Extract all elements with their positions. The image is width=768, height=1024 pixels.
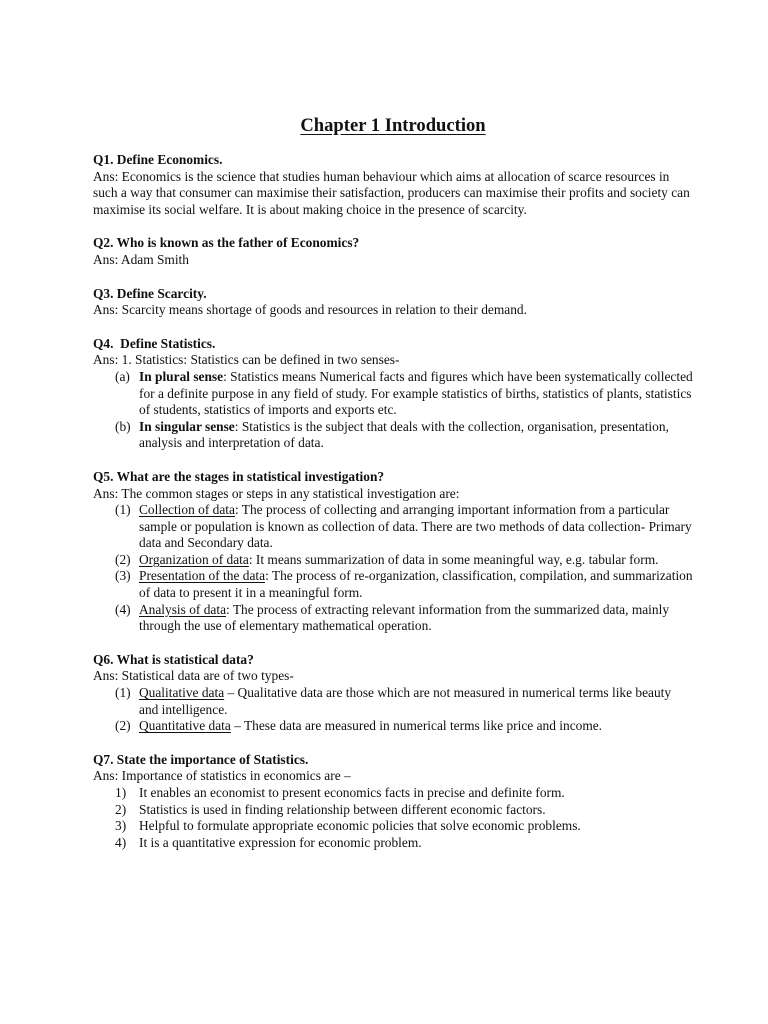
list-item [93, 602, 693, 635]
list-term: In plural sense [139, 368, 224, 384]
list-marker: 1) [115, 785, 127, 800]
qa-block-q4 [93, 336, 693, 452]
list-marker: 2) [115, 801, 127, 817]
question-q5: Q5. What are the stages in statistical investigation? [93, 468, 385, 484]
list-marker: (3) [115, 568, 131, 584]
list-text: Helpful to formulate appropriate economic policies that solve economic problems. [139, 818, 581, 834]
answer-q2: Ans: Adam Smith [93, 251, 189, 267]
list-term: Analysis of data [139, 601, 227, 617]
definition-list-q4 [93, 369, 693, 452]
list-item [93, 835, 693, 852]
list-text: : Statistics means Numerical facts and figures which have been systematically collected for a definite purpose in any field of study. For example statistics of births, statistics of plants, statistics of students, statistics of imports and exports etc. [139, 368, 693, 418]
question-q7: Q7. State the importance of Statistics. [93, 751, 309, 767]
list-text: : The process of re-organization, classification, compilation, and summarization of data to present it in a meaningful form. [139, 568, 693, 601]
question-q3: Q3. Define Scarcity. [93, 285, 207, 301]
list-item [93, 419, 693, 452]
list-text: : Statistics is the subject that deals with the collection, organisation, presentation, analysis and interpretation of data. [139, 418, 669, 451]
list-item [93, 552, 693, 569]
list-text: : It means summarization of data in some meaningful way, e.g. tabular form. [248, 551, 659, 567]
answer-q5: Ans: The common stages or steps in any statistical investigation are: [93, 485, 460, 501]
types-list-q6 [93, 685, 693, 735]
list-text: : The process of collecting and arranging important information from a particular sample or population is known as collection of data. There are two methods of data collection- Primary data and Secondary data. [139, 502, 692, 551]
list-marker: (2) [115, 551, 131, 567]
list-marker: (2) [115, 718, 131, 734]
list-term: Organization of data [139, 551, 249, 567]
question-q4: Q4. Define Statistics. [93, 335, 216, 351]
list-item [93, 685, 693, 718]
list-item [93, 502, 693, 552]
qa-block-q7 [93, 752, 693, 852]
list-marker: (1) [115, 502, 131, 518]
list-text: : The process of extracting relevant information from the summarized data, mainly through the use of elementary mathematical operation. [139, 601, 670, 634]
list-term: In singular sense [139, 418, 235, 434]
document-page [93, 114, 693, 868]
list-text: Statistics is used in finding relationship between different economic factors. [139, 801, 546, 817]
list-item [93, 718, 693, 735]
list-text: It is a quantitative expression for economic problem. [139, 834, 422, 850]
qa-block-q2 [93, 235, 693, 268]
list-item [93, 785, 693, 802]
importance-list-q7 [93, 785, 693, 851]
list-text: – Qualitative data are those which are not measured in numerical terms like beauty and intelligence. [139, 685, 672, 717]
list-term: Qualitative data [139, 685, 225, 701]
list-marker: 4) [115, 834, 127, 850]
list-item [93, 818, 693, 835]
answer-q6: Ans: Statistical data are of two types- [93, 668, 294, 684]
answer-q1: Ans: Economics is the science that studies human behaviour which aims at allocation of scarce resources in such a way that consumer can maximise their satisfaction, producers can maximise their profits and society can maximise its social welfare. It is about making choice in the presence of scarcity. [93, 168, 690, 217]
list-item [93, 369, 693, 419]
answer-q3: Ans: Scarcity means shortage of goods and resources in relation to their demand. [93, 302, 527, 318]
list-term: Presentation of the data [139, 568, 266, 584]
list-text: – These data are measured in numerical terms like price and income. [230, 718, 603, 734]
list-marker: (b) [115, 418, 131, 434]
list-marker: (a) [115, 368, 130, 384]
list-marker: (4) [115, 601, 131, 617]
question-q2: Q2. Who is known as the father of Economics? [93, 235, 360, 251]
list-term: Quantitative data [139, 718, 231, 734]
list-item [93, 568, 693, 601]
list-text: It enables an economist to present economics facts in precise and definite form. [139, 785, 565, 800]
question-q1: Q1. Define Economics. [93, 152, 223, 167]
list-term: Collection of data [139, 502, 235, 518]
qa-block-q5 [93, 469, 693, 635]
question-q6: Q6. What is statistical data? [93, 651, 254, 667]
stages-list-q5 [93, 502, 693, 635]
page-title: Chapter 1 Introduction [300, 115, 486, 136]
qa-block-q1 [93, 152, 693, 218]
answer-q7: Ans: Importance of statistics in economics are – [93, 768, 351, 784]
qa-block-q6 [93, 652, 693, 735]
list-item [93, 802, 693, 819]
list-marker: (1) [115, 685, 131, 701]
qa-block-q3 [93, 286, 693, 319]
list-marker: 3) [115, 818, 127, 834]
answer-q4: Ans: 1. Statistics: Statistics can be defined in two senses- [93, 352, 400, 368]
